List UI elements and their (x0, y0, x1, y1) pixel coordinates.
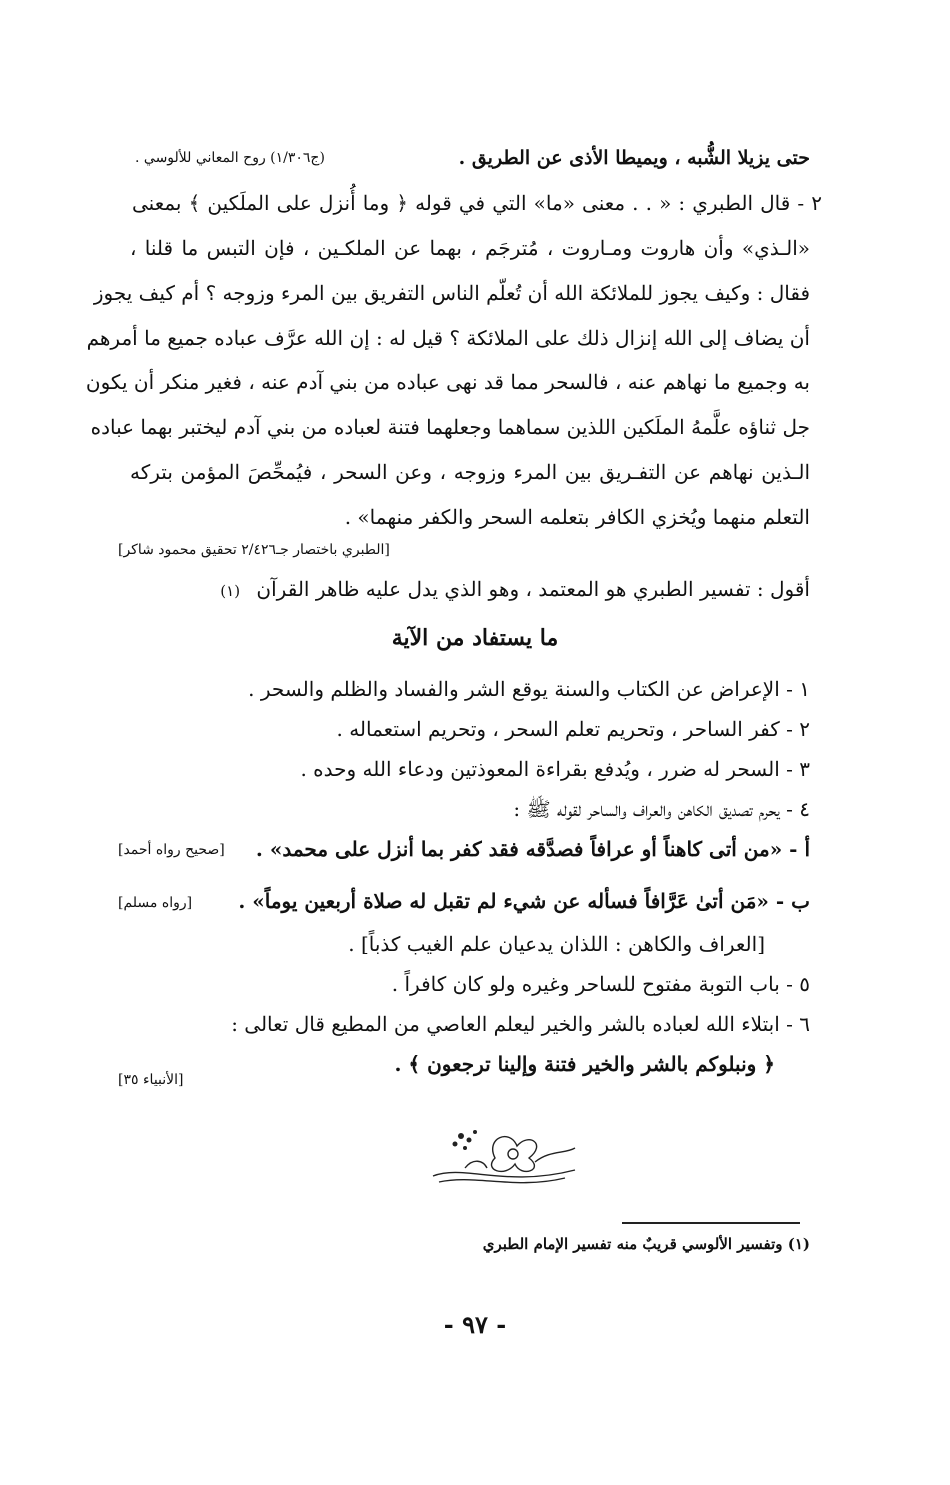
section-title: ما يستفاد من الآية (391, 625, 559, 651)
footnote-divider (622, 1222, 800, 1224)
quran-verse: ﴿ ونبلوكم بالشر والخير فتنة وإلينا ترجعون ﴾ . (394, 1052, 775, 1076)
hadith-2: ب - «مَن أتىٰ عَرَّافاً فسأله عن شيء لم تقبل له صلاة أربعين يوماً» . (238, 889, 810, 913)
paragraph-source: [الطبري باختصار جـ٢/٤٢٦ تحقيق محمود شاكر] (118, 542, 390, 558)
definition-note: [العراف والكاهن : اللذان يدعيان علم الغيب كذباً] . (348, 932, 765, 956)
header-reference: (ج١/٣٠٦) روح المعاني للألوسي . (135, 150, 325, 166)
header-line: حتى يزيلا الشُّبه ، ويميطا الأذى عن الطريق . (458, 147, 810, 169)
opinion-line (220, 578, 810, 600)
paragraph-line-1: ٢ - قال الطبري : « . . معنى «ما» التي في قوله ﴿ وما أُنزل على الملَكين ﴾ بمعنى (132, 191, 822, 215)
hadith-2-source: [رواه مسلم] (118, 895, 193, 911)
verse-source: [الأنبياء ٣٥] (118, 1072, 184, 1088)
floral-ornament (425, 1118, 585, 1190)
paragraph-line-8: التعلم منهما ويُخزي الكافر بتعلمه السحر والكفر منهما» . (344, 505, 810, 529)
point-6: ٦ - ابتلاء الله لعباده بالشر والخير ليعلم العاصي من المطيع قال تعالى : (231, 1012, 810, 1036)
hadith-1: أ - «من أتى كاهناً أو عرافاً فصدَّقه فقد كفر بما أنزل على محمد» . (255, 837, 810, 861)
page-number: - ٩٧ - (443, 1310, 507, 1339)
point-1: ١ - الإعراض عن الكتاب والسنة يوقع الشر والفساد والظلم والسحر . (248, 677, 810, 701)
point-4: ٤ - يحرم تصديق الكاهن والعراف والساحر لقوله ﷺ : (513, 797, 810, 821)
hadith-1-source: [صحيح رواه أحمد] (118, 842, 225, 858)
paragraph-line-2: «الـذي» وأن هاروت ومـاروت ، مُترجَم ، بهما عن الملكـين ، فإن التبس ما قلنا ، (130, 236, 810, 260)
paragraph-line-6: جل ثناؤه علَّمهُ الملَكين اللذين سماهما وجعلهما فتنة لعباده من بني آدم ليختبر بهما عباده (90, 415, 810, 439)
point-3: ٣ - السحر له ضرر ، ويُدفع بقراءة المعوذتين ودعاء الله وحده . (300, 757, 810, 781)
point-5: ٥ - باب التوبة مفتوح للساحر وغيره ولو كان كافراً . (391, 972, 810, 996)
point-2: ٢ - كفر الساحر ، وتحريم تعلم السحر ، وتحريم استعماله . (336, 717, 810, 741)
footnote-marker: (١) (220, 582, 241, 600)
paragraph-line-5: به وجميع ما نهاهم عنه ، فالسحر مما قد نهى عباده من بني آدم عنه ، فغير منكر أن يكون (85, 370, 810, 394)
paragraph-line-7: الـذين نهاهم عن التفـريق بين المرء وزوجه ، وعن السحر ، فيُمحِّصَ المؤمن بتركه (130, 460, 810, 484)
paragraph-line-4: أن يضاف إلى الله إنزال ذلك على الملائكة ؟ قيل له : إن الله عرَّف عباده جميع ما أمرهم (86, 326, 810, 350)
opinion-text: أقول : تفسير الطبري هو المعتمد ، وهو الذي يدل عليه ظاهر القرآن (256, 577, 810, 601)
paragraph-line-3: فقال : وكيف يجوز للملائكة الله أن تُعلّم الناس التفريق بين المرء وزوجه ؟ أم كيف يجوز (93, 281, 810, 305)
footnote-text: (١) وتفسير الألوسي قريبٌ منه تفسير الإمام الطبري (482, 1235, 810, 1253)
